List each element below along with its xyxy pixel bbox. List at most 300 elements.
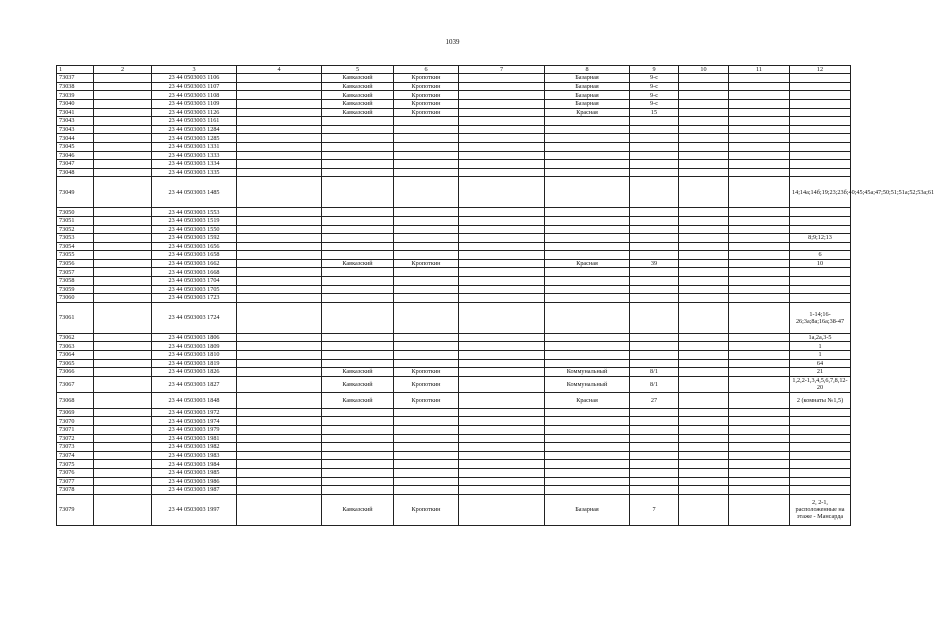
cell-col-3: 23 44 0503003 1656 bbox=[152, 242, 237, 251]
cell-col-12 bbox=[790, 142, 851, 151]
table-row bbox=[57, 302, 851, 333]
cell-col-10 bbox=[679, 99, 729, 108]
cell-col-11 bbox=[729, 216, 790, 225]
cell-col-3: 23 44 0503003 1987 bbox=[152, 486, 237, 495]
cell-col-11 bbox=[729, 477, 790, 486]
cell-col-1: 73076 bbox=[57, 468, 94, 477]
cell-col-7 bbox=[459, 302, 545, 333]
cell-col-10 bbox=[679, 91, 729, 100]
cell-col-7 bbox=[459, 333, 545, 342]
cell-col-10 bbox=[679, 451, 729, 460]
cell-col-1: 73041 bbox=[57, 108, 94, 117]
cell-col-2 bbox=[94, 225, 152, 234]
cell-col-9 bbox=[630, 443, 679, 452]
cell-col-8: Базарная bbox=[545, 82, 630, 91]
cell-col-5 bbox=[322, 242, 394, 251]
cell-col-2 bbox=[94, 251, 152, 260]
cell-col-12 bbox=[790, 91, 851, 100]
cell-col-4 bbox=[237, 468, 322, 477]
column-number: 5 bbox=[322, 66, 394, 74]
cell-col-6 bbox=[394, 117, 459, 126]
cell-col-9 bbox=[630, 177, 679, 208]
cell-col-8 bbox=[545, 333, 630, 342]
cell-col-3: 23 44 0503003 1705 bbox=[152, 285, 237, 294]
cell-col-3: 23 44 0503003 1810 bbox=[152, 351, 237, 360]
cell-col-10 bbox=[679, 494, 729, 525]
cell-col-11 bbox=[729, 225, 790, 234]
cell-col-5 bbox=[322, 151, 394, 160]
cell-col-12 bbox=[790, 294, 851, 303]
cell-col-4 bbox=[237, 477, 322, 486]
cell-col-3: 23 44 0503003 1106 bbox=[152, 74, 237, 83]
cell-col-9 bbox=[630, 242, 679, 251]
cell-col-2 bbox=[94, 151, 152, 160]
table-row bbox=[57, 294, 851, 303]
table-body bbox=[57, 66, 934, 526]
cell-col-11 bbox=[729, 368, 790, 377]
cell-col-5 bbox=[322, 208, 394, 217]
cell-col-5 bbox=[322, 294, 394, 303]
cell-col-7 bbox=[459, 443, 545, 452]
cell-col-3: 23 44 0503003 1658 bbox=[152, 251, 237, 260]
table-row bbox=[57, 234, 851, 243]
cell-col-8 bbox=[545, 177, 630, 208]
cell-col-10 bbox=[679, 333, 729, 342]
cell-col-9: 9-с bbox=[630, 91, 679, 100]
cell-col-2 bbox=[94, 294, 152, 303]
cell-col-12 bbox=[790, 151, 851, 160]
cell-col-5 bbox=[322, 160, 394, 169]
cadastral-registry-table bbox=[56, 65, 934, 526]
table-row bbox=[57, 225, 851, 234]
cell-col-2 bbox=[94, 451, 152, 460]
cell-col-8 bbox=[545, 434, 630, 443]
cell-col-5: Кавказский bbox=[322, 74, 394, 83]
cell-col-11 bbox=[729, 117, 790, 126]
cell-col-8 bbox=[545, 134, 630, 143]
cell-col-3: 23 44 0503003 1997 bbox=[152, 494, 237, 525]
table-row bbox=[57, 108, 851, 117]
cell-col-11 bbox=[729, 333, 790, 342]
cell-col-10 bbox=[679, 434, 729, 443]
cell-col-4 bbox=[237, 368, 322, 377]
cell-col-7 bbox=[459, 494, 545, 525]
cell-col-6 bbox=[394, 285, 459, 294]
cell-col-5 bbox=[322, 234, 394, 243]
cell-col-4 bbox=[237, 151, 322, 160]
cell-col-11 bbox=[729, 294, 790, 303]
cell-col-10 bbox=[679, 359, 729, 368]
cell-col-2 bbox=[94, 359, 152, 368]
cell-col-6 bbox=[394, 160, 459, 169]
cell-col-1: 73077 bbox=[57, 477, 94, 486]
cell-col-7 bbox=[459, 242, 545, 251]
table-row bbox=[57, 333, 851, 342]
cell-col-6 bbox=[394, 359, 459, 368]
cell-col-2 bbox=[94, 242, 152, 251]
cell-col-11 bbox=[729, 74, 790, 83]
column-number: 10 bbox=[679, 66, 729, 74]
table-row bbox=[57, 468, 851, 477]
cell-col-8 bbox=[545, 417, 630, 426]
cell-col-10 bbox=[679, 351, 729, 360]
cell-col-5: Кавказский bbox=[322, 392, 394, 408]
cell-col-4 bbox=[237, 494, 322, 525]
cell-col-5: Кавказский bbox=[322, 108, 394, 117]
table-row bbox=[57, 408, 851, 417]
cell-col-2 bbox=[94, 351, 152, 360]
table-row bbox=[57, 477, 851, 486]
cell-col-10 bbox=[679, 251, 729, 260]
cell-col-12 bbox=[790, 417, 851, 426]
cell-col-4 bbox=[237, 376, 322, 392]
cell-col-11 bbox=[729, 259, 790, 268]
cell-col-10 bbox=[679, 242, 729, 251]
cell-col-10 bbox=[679, 168, 729, 177]
cell-col-8 bbox=[545, 285, 630, 294]
cell-col-4 bbox=[237, 294, 322, 303]
cell-col-11 bbox=[729, 302, 790, 333]
cell-col-10 bbox=[679, 392, 729, 408]
cell-col-7 bbox=[459, 477, 545, 486]
cell-col-3: 23 44 0503003 1285 bbox=[152, 134, 237, 143]
cell-col-8 bbox=[545, 168, 630, 177]
table-row bbox=[57, 134, 851, 143]
cell-col-2 bbox=[94, 268, 152, 277]
cell-col-4 bbox=[237, 142, 322, 151]
cell-col-6 bbox=[394, 225, 459, 234]
table-row bbox=[57, 392, 851, 408]
cell-col-6 bbox=[394, 417, 459, 426]
cell-col-12: 21 bbox=[790, 368, 851, 377]
cell-col-2 bbox=[94, 168, 152, 177]
cell-col-12 bbox=[790, 168, 851, 177]
cell-col-11 bbox=[729, 443, 790, 452]
cell-col-1: 73068 bbox=[57, 392, 94, 408]
cell-col-7 bbox=[459, 208, 545, 217]
cell-col-9 bbox=[630, 125, 679, 134]
cell-col-1: 73039 bbox=[57, 91, 94, 100]
cell-col-2 bbox=[94, 494, 152, 525]
cell-col-9 bbox=[630, 117, 679, 126]
cell-col-9: 39 bbox=[630, 259, 679, 268]
cell-col-9: 15 bbox=[630, 108, 679, 117]
cell-col-8 bbox=[545, 151, 630, 160]
cell-col-9 bbox=[630, 460, 679, 469]
cell-col-7 bbox=[459, 285, 545, 294]
cell-col-1: 73060 bbox=[57, 294, 94, 303]
cell-col-10 bbox=[679, 376, 729, 392]
cell-col-12: 1,2,2-1,3,4,5,6,7,8,12-20 bbox=[790, 376, 851, 392]
cell-col-10 bbox=[679, 142, 729, 151]
cell-col-3: 23 44 0503003 1109 bbox=[152, 99, 237, 108]
cell-col-10 bbox=[679, 134, 729, 143]
cell-col-1: 73072 bbox=[57, 434, 94, 443]
cell-col-6: Кропоткин bbox=[394, 108, 459, 117]
table-row bbox=[57, 368, 851, 377]
cell-col-1: 73047 bbox=[57, 160, 94, 169]
cell-col-12 bbox=[790, 242, 851, 251]
cell-col-12 bbox=[790, 460, 851, 469]
cell-col-4 bbox=[237, 125, 322, 134]
cell-col-3: 23 44 0503003 1974 bbox=[152, 417, 237, 426]
cell-col-7 bbox=[459, 451, 545, 460]
cell-col-5 bbox=[322, 451, 394, 460]
table-row bbox=[57, 268, 851, 277]
cell-col-6 bbox=[394, 351, 459, 360]
cell-col-4 bbox=[237, 302, 322, 333]
cell-col-11 bbox=[729, 434, 790, 443]
cell-col-1: 73064 bbox=[57, 351, 94, 360]
cell-col-1: 73040 bbox=[57, 99, 94, 108]
cell-col-12: 1 bbox=[790, 351, 851, 360]
cell-col-11 bbox=[729, 134, 790, 143]
cell-col-7 bbox=[459, 125, 545, 134]
cell-col-8 bbox=[545, 277, 630, 286]
table-row bbox=[57, 494, 851, 525]
cell-col-5 bbox=[322, 426, 394, 435]
cell-col-7 bbox=[459, 74, 545, 83]
cell-col-6 bbox=[394, 302, 459, 333]
cell-col-4 bbox=[237, 216, 322, 225]
cell-col-9 bbox=[630, 285, 679, 294]
column-number: 9 bbox=[630, 66, 679, 74]
cell-col-2 bbox=[94, 477, 152, 486]
cell-col-2 bbox=[94, 368, 152, 377]
cell-col-1: 73048 bbox=[57, 168, 94, 177]
cell-col-3: 23 44 0503003 1724 bbox=[152, 302, 237, 333]
cell-col-7 bbox=[459, 277, 545, 286]
cell-col-3: 23 44 0503003 1704 bbox=[152, 277, 237, 286]
cell-col-6: Кропоткин bbox=[394, 376, 459, 392]
cell-col-1: 73071 bbox=[57, 426, 94, 435]
column-number: 7 bbox=[459, 66, 545, 74]
cell-col-7 bbox=[459, 259, 545, 268]
column-number: 3 bbox=[152, 66, 237, 74]
cell-col-8 bbox=[545, 460, 630, 469]
cell-col-7 bbox=[459, 151, 545, 160]
cell-col-9 bbox=[630, 216, 679, 225]
cell-col-9 bbox=[630, 451, 679, 460]
cell-col-5 bbox=[322, 443, 394, 452]
cell-col-6 bbox=[394, 242, 459, 251]
cell-col-6: Кропоткин bbox=[394, 82, 459, 91]
cell-col-3: 23 44 0503003 1335 bbox=[152, 168, 237, 177]
cell-col-5 bbox=[322, 177, 394, 208]
cell-col-9 bbox=[630, 477, 679, 486]
cell-col-4 bbox=[237, 99, 322, 108]
cell-col-3: 23 44 0503003 1826 bbox=[152, 368, 237, 377]
table-row bbox=[57, 117, 851, 126]
table-row bbox=[57, 417, 851, 426]
cell-col-7 bbox=[459, 225, 545, 234]
cell-col-6 bbox=[394, 268, 459, 277]
table-row bbox=[57, 177, 851, 208]
cell-col-1: 73051 bbox=[57, 216, 94, 225]
cell-col-9: 8/1 bbox=[630, 368, 679, 377]
cell-col-12: 2, 2-1, расположенные на этаже - Мансарда bbox=[790, 494, 851, 525]
cell-col-2 bbox=[94, 486, 152, 495]
cell-col-3: 23 44 0503003 1668 bbox=[152, 268, 237, 277]
cell-col-5: Кавказский bbox=[322, 494, 394, 525]
cell-col-6: Кропоткин bbox=[394, 99, 459, 108]
cell-col-12: 8;9;12;13 bbox=[790, 234, 851, 243]
cell-col-6: Кропоткин bbox=[394, 392, 459, 408]
cell-col-9 bbox=[630, 268, 679, 277]
cell-col-10 bbox=[679, 117, 729, 126]
cell-col-3: 23 44 0503003 1983 bbox=[152, 451, 237, 460]
cell-col-3: 23 44 0503003 1485 bbox=[152, 177, 237, 208]
cell-col-7 bbox=[459, 392, 545, 408]
cell-col-1: 73057 bbox=[57, 268, 94, 277]
page-number: 1039 bbox=[445, 38, 460, 46]
cell-col-1: 73049 bbox=[57, 177, 94, 208]
cell-col-5 bbox=[322, 168, 394, 177]
cell-col-5 bbox=[322, 117, 394, 126]
cell-col-7 bbox=[459, 426, 545, 435]
cell-col-10 bbox=[679, 108, 729, 117]
cell-col-9 bbox=[630, 294, 679, 303]
cell-col-3: 23 44 0503003 1809 bbox=[152, 342, 237, 351]
cell-col-1: 73046 bbox=[57, 151, 94, 160]
cell-col-9: 9-с bbox=[630, 82, 679, 91]
cell-col-7 bbox=[459, 294, 545, 303]
cell-col-4 bbox=[237, 359, 322, 368]
cell-col-10 bbox=[679, 417, 729, 426]
cell-col-5 bbox=[322, 477, 394, 486]
cell-col-7 bbox=[459, 216, 545, 225]
cell-col-10 bbox=[679, 82, 729, 91]
table-row bbox=[57, 242, 851, 251]
cell-col-2 bbox=[94, 468, 152, 477]
table-row bbox=[57, 376, 851, 392]
cell-col-11 bbox=[729, 392, 790, 408]
cell-col-5 bbox=[322, 216, 394, 225]
column-number: 12 bbox=[790, 66, 851, 74]
cell-col-9 bbox=[630, 151, 679, 160]
cell-col-10 bbox=[679, 259, 729, 268]
cell-col-4 bbox=[237, 486, 322, 495]
table-row bbox=[57, 168, 851, 177]
cell-col-12 bbox=[790, 117, 851, 126]
cell-col-5 bbox=[322, 342, 394, 351]
cell-col-5 bbox=[322, 351, 394, 360]
table-row bbox=[57, 142, 851, 151]
table-row bbox=[57, 351, 851, 360]
cell-col-2 bbox=[94, 125, 152, 134]
cell-col-6: Кропоткин bbox=[394, 74, 459, 83]
table-row bbox=[57, 216, 851, 225]
cell-col-10 bbox=[679, 160, 729, 169]
cell-col-6: Кропоткин bbox=[394, 259, 459, 268]
cell-col-6 bbox=[394, 151, 459, 160]
cell-col-8 bbox=[545, 486, 630, 495]
table-row bbox=[57, 277, 851, 286]
cell-col-4 bbox=[237, 451, 322, 460]
cell-col-9 bbox=[630, 134, 679, 143]
cell-col-12: 1-14;16-26;3а;8а;16а;38-47 bbox=[790, 302, 851, 333]
table-row bbox=[57, 251, 851, 260]
cell-col-3: 23 44 0503003 1985 bbox=[152, 468, 237, 477]
cell-col-3: 23 44 0503003 1108 bbox=[152, 91, 237, 100]
cell-col-8 bbox=[545, 251, 630, 260]
cell-col-8 bbox=[545, 208, 630, 217]
cell-col-7 bbox=[459, 486, 545, 495]
cell-col-8: Коммунальный bbox=[545, 376, 630, 392]
cell-col-9 bbox=[630, 359, 679, 368]
cell-col-11 bbox=[729, 359, 790, 368]
cell-col-10 bbox=[679, 277, 729, 286]
table-row bbox=[57, 426, 851, 435]
cell-col-3: 23 44 0503003 1723 bbox=[152, 294, 237, 303]
cell-col-7 bbox=[459, 460, 545, 469]
cell-col-9 bbox=[630, 208, 679, 217]
cell-col-8 bbox=[545, 117, 630, 126]
cell-col-1: 73069 bbox=[57, 408, 94, 417]
cell-col-8 bbox=[545, 443, 630, 452]
cell-col-1: 73043 bbox=[57, 117, 94, 126]
cell-col-8: Базарная bbox=[545, 91, 630, 100]
table-row bbox=[57, 285, 851, 294]
cell-col-12 bbox=[790, 216, 851, 225]
cell-col-11 bbox=[729, 285, 790, 294]
cell-col-6 bbox=[394, 408, 459, 417]
cell-col-1: 73058 bbox=[57, 277, 94, 286]
cell-col-11 bbox=[729, 408, 790, 417]
cell-col-1: 73061 bbox=[57, 302, 94, 333]
cell-col-8 bbox=[545, 160, 630, 169]
cell-col-3: 23 44 0503003 1662 bbox=[152, 259, 237, 268]
cell-col-7 bbox=[459, 91, 545, 100]
cell-col-11 bbox=[729, 468, 790, 477]
table-row bbox=[57, 460, 851, 469]
cell-col-11 bbox=[729, 494, 790, 525]
cell-col-1: 73050 bbox=[57, 208, 94, 217]
cell-col-7 bbox=[459, 376, 545, 392]
cell-col-4 bbox=[237, 460, 322, 469]
cell-col-6 bbox=[394, 426, 459, 435]
cell-col-9 bbox=[630, 251, 679, 260]
cell-col-3: 23 44 0503003 1979 bbox=[152, 426, 237, 435]
cell-col-1: 73067 bbox=[57, 376, 94, 392]
cell-col-4 bbox=[237, 225, 322, 234]
cell-col-3: 23 44 0503003 1982 bbox=[152, 443, 237, 452]
cell-col-6 bbox=[394, 443, 459, 452]
cell-col-12 bbox=[790, 285, 851, 294]
cell-col-5 bbox=[322, 225, 394, 234]
table-row bbox=[57, 451, 851, 460]
cell-col-4 bbox=[237, 208, 322, 217]
cell-col-11 bbox=[729, 168, 790, 177]
cell-col-8: Базарная bbox=[545, 494, 630, 525]
cell-col-6 bbox=[394, 477, 459, 486]
cell-col-4 bbox=[237, 234, 322, 243]
cell-col-3: 23 44 0503003 1592 bbox=[152, 234, 237, 243]
cell-col-2 bbox=[94, 91, 152, 100]
cell-col-8 bbox=[545, 468, 630, 477]
cell-col-4 bbox=[237, 177, 322, 208]
cell-col-12 bbox=[790, 99, 851, 108]
cell-col-9 bbox=[630, 408, 679, 417]
cell-col-4 bbox=[237, 426, 322, 435]
cell-col-11 bbox=[729, 351, 790, 360]
cell-col-5 bbox=[322, 134, 394, 143]
cell-col-1: 73045 bbox=[57, 142, 94, 151]
cell-col-11 bbox=[729, 234, 790, 243]
cell-col-12: 2 (комнаты №1,5) bbox=[790, 392, 851, 408]
cell-col-5 bbox=[322, 285, 394, 294]
cell-col-5 bbox=[322, 268, 394, 277]
